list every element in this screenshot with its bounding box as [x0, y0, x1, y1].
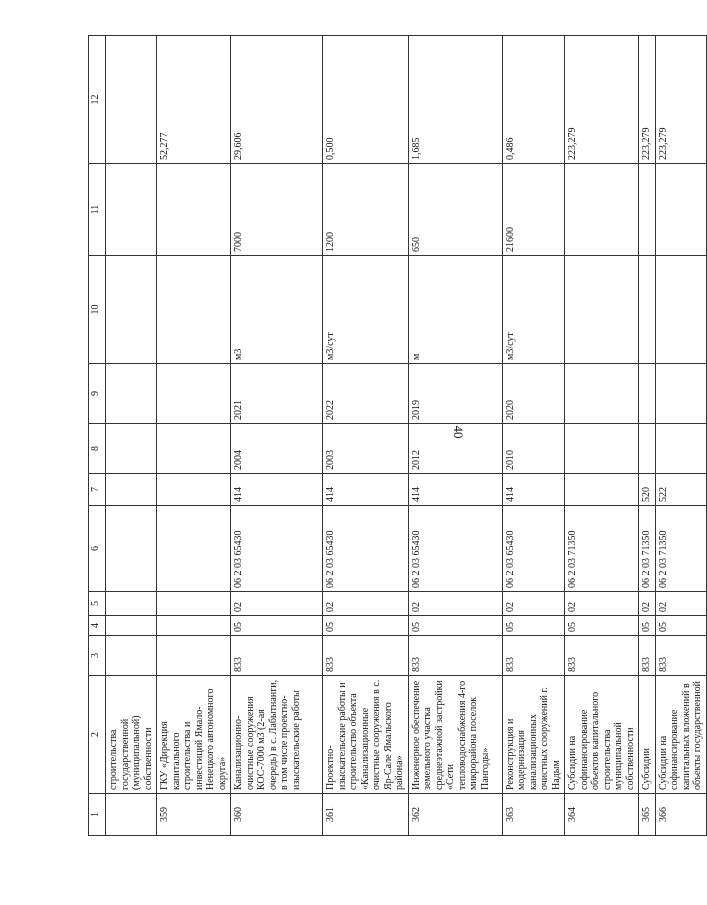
- item-name-cell: Субсидии на софинансирование капитальных вложений в объекты государственной: [655, 676, 706, 794]
- value-cell: 522: [655, 474, 706, 506]
- value-cell: м3: [231, 256, 323, 364]
- column-header: 11: [89, 164, 106, 256]
- item-name-cell: Канализационно-очистные сооружения КОС-7000 м3 (2-ая очередь) в с. Лабытнанги, в том числе проектно-изыскательские работы: [231, 676, 323, 794]
- value-cell: 223,279: [639, 36, 656, 164]
- value-cell: 2022: [323, 364, 409, 424]
- value-cell: 2010: [502, 424, 565, 474]
- column-header: 9: [89, 364, 106, 424]
- column-header: 2: [89, 676, 106, 794]
- value-cell: [565, 164, 639, 256]
- table-row: [231, 36, 323, 836]
- item-name-cell: Реконструкция и модернизация канализационных очистных сооружений г. Надым: [502, 676, 565, 794]
- value-cell: 414: [323, 474, 409, 506]
- value-cell: 833: [565, 636, 639, 676]
- value-cell: [106, 256, 157, 364]
- value-cell: 02: [639, 592, 656, 616]
- value-cell: [106, 616, 157, 636]
- column-header: 12: [89, 36, 106, 164]
- value-cell: [639, 256, 656, 364]
- value-cell: 833: [655, 636, 706, 676]
- row-number-cell: 363: [502, 794, 565, 836]
- item-name-cell: ГКУ «Дирекция капитального строительства и инвестиций Ямало-Ненецкого автономного округа»: [157, 676, 231, 794]
- column-header: 10: [89, 256, 106, 364]
- row-number-cell: 362: [408, 794, 502, 836]
- table-row: [157, 36, 231, 836]
- value-cell: м3/сут: [323, 256, 409, 364]
- value-cell: 05: [655, 616, 706, 636]
- value-cell: [565, 256, 639, 364]
- value-cell: 29,606: [231, 36, 323, 164]
- value-cell: 1,685: [408, 36, 502, 164]
- row-number-cell: 365: [639, 794, 656, 836]
- value-cell: [157, 256, 231, 364]
- value-cell: [157, 474, 231, 506]
- value-cell: 2003: [323, 424, 409, 474]
- value-cell: 414: [502, 474, 565, 506]
- value-cell: 2021: [231, 364, 323, 424]
- value-cell: 05: [408, 616, 502, 636]
- value-cell: 02: [323, 592, 409, 616]
- header-row: [89, 36, 106, 836]
- value-cell: [157, 592, 231, 616]
- value-cell: [639, 364, 656, 424]
- value-cell: [655, 256, 706, 364]
- value-cell: м: [408, 256, 502, 364]
- value-cell: 414: [231, 474, 323, 506]
- value-cell: [106, 164, 157, 256]
- value-cell: 2019: [408, 364, 502, 424]
- row-number-cell: 361: [323, 794, 409, 836]
- table-row: [502, 36, 565, 836]
- item-name-cell: Проектно-изыскательские работы и строительство объекта «Канализационные очистные сооружения в с. Яр-Сале Ямальского района»: [323, 676, 409, 794]
- value-cell: 06 2 03 71350: [655, 506, 706, 592]
- row-number-cell: 359: [157, 794, 231, 836]
- value-cell: 06 2 03 71350: [639, 506, 656, 592]
- value-cell: 06 2 03 65430: [502, 506, 565, 592]
- value-cell: 2012: [408, 424, 502, 474]
- page-number: 40: [451, 425, 466, 439]
- value-cell: [655, 424, 706, 474]
- value-cell: [106, 474, 157, 506]
- value-cell: [565, 424, 639, 474]
- value-cell: 223,279: [655, 36, 706, 164]
- value-cell: [157, 164, 231, 256]
- value-cell: [639, 424, 656, 474]
- value-cell: 05: [231, 616, 323, 636]
- value-cell: 06 2 03 65430: [323, 506, 409, 592]
- item-name-cell: строительства государственной (муниципальной) собственности: [106, 676, 157, 794]
- table-row: [106, 36, 157, 836]
- value-cell: 06 2 03 71350: [565, 506, 639, 592]
- value-cell: [655, 164, 706, 256]
- value-cell: [106, 592, 157, 616]
- value-cell: 02: [231, 592, 323, 616]
- row-number-cell: 364: [565, 794, 639, 836]
- value-cell: 2020: [502, 364, 565, 424]
- table-body: [89, 36, 707, 836]
- value-cell: [106, 36, 157, 164]
- item-name-cell: Инженерное обеспечение земельного участка среднеэтажной застройки «Сети тепловодоснабжения 4-го микрорайона поселок Пангоды»: [408, 676, 502, 794]
- value-cell: [655, 364, 706, 424]
- column-header: 7: [89, 474, 106, 506]
- column-header: 1: [89, 794, 106, 836]
- value-cell: 05: [639, 616, 656, 636]
- value-cell: [106, 364, 157, 424]
- value-cell: 02: [408, 592, 502, 616]
- table-row: [565, 36, 639, 836]
- column-header: 3: [89, 636, 106, 676]
- value-cell: [157, 636, 231, 676]
- value-cell: 1200: [323, 164, 409, 256]
- value-cell: 02: [655, 592, 706, 616]
- value-cell: 414: [408, 474, 502, 506]
- value-cell: 833: [502, 636, 565, 676]
- value-cell: 52,277: [157, 36, 231, 164]
- column-header: 6: [89, 506, 106, 592]
- table-row: [323, 36, 409, 836]
- row-number-cell: [106, 794, 157, 836]
- value-cell: 833: [231, 636, 323, 676]
- value-cell: [565, 474, 639, 506]
- column-header: 4: [89, 616, 106, 636]
- column-header: 8: [89, 424, 106, 474]
- rotated-table-container: [88, 36, 703, 836]
- value-cell: 02: [565, 592, 639, 616]
- column-header: 5: [89, 592, 106, 616]
- value-cell: [106, 636, 157, 676]
- value-cell: [157, 506, 231, 592]
- value-cell: 02: [502, 592, 565, 616]
- item-name-cell: Субсидии: [639, 676, 656, 794]
- value-cell: 05: [565, 616, 639, 636]
- value-cell: [639, 164, 656, 256]
- value-cell: 05: [502, 616, 565, 636]
- value-cell: 05: [323, 616, 409, 636]
- value-cell: [565, 364, 639, 424]
- value-cell: 833: [639, 636, 656, 676]
- budget-table: [88, 35, 707, 836]
- value-cell: 0,486: [502, 36, 565, 164]
- value-cell: 833: [408, 636, 502, 676]
- value-cell: 833: [323, 636, 409, 676]
- row-number-cell: 366: [655, 794, 706, 836]
- value-cell: 06 2 03 65430: [408, 506, 502, 592]
- value-cell: 650: [408, 164, 502, 256]
- value-cell: [157, 364, 231, 424]
- value-cell: 2004: [231, 424, 323, 474]
- table-row: [408, 36, 502, 836]
- value-cell: 520: [639, 474, 656, 506]
- row-number-cell: 360: [231, 794, 323, 836]
- item-name-cell: Субсидии на софинансирование объектов капитального строительства муниципальной собственности: [565, 676, 639, 794]
- value-cell: 21600: [502, 164, 565, 256]
- value-cell: [157, 616, 231, 636]
- value-cell: 223,279: [565, 36, 639, 164]
- value-cell: [106, 424, 157, 474]
- table-row: [639, 36, 656, 836]
- value-cell: 7000: [231, 164, 323, 256]
- table-row: [655, 36, 706, 836]
- value-cell: [106, 506, 157, 592]
- value-cell: 06 2 03 65430: [231, 506, 323, 592]
- value-cell: 0,500: [323, 36, 409, 164]
- value-cell: м3/сут: [502, 256, 565, 364]
- value-cell: [157, 424, 231, 474]
